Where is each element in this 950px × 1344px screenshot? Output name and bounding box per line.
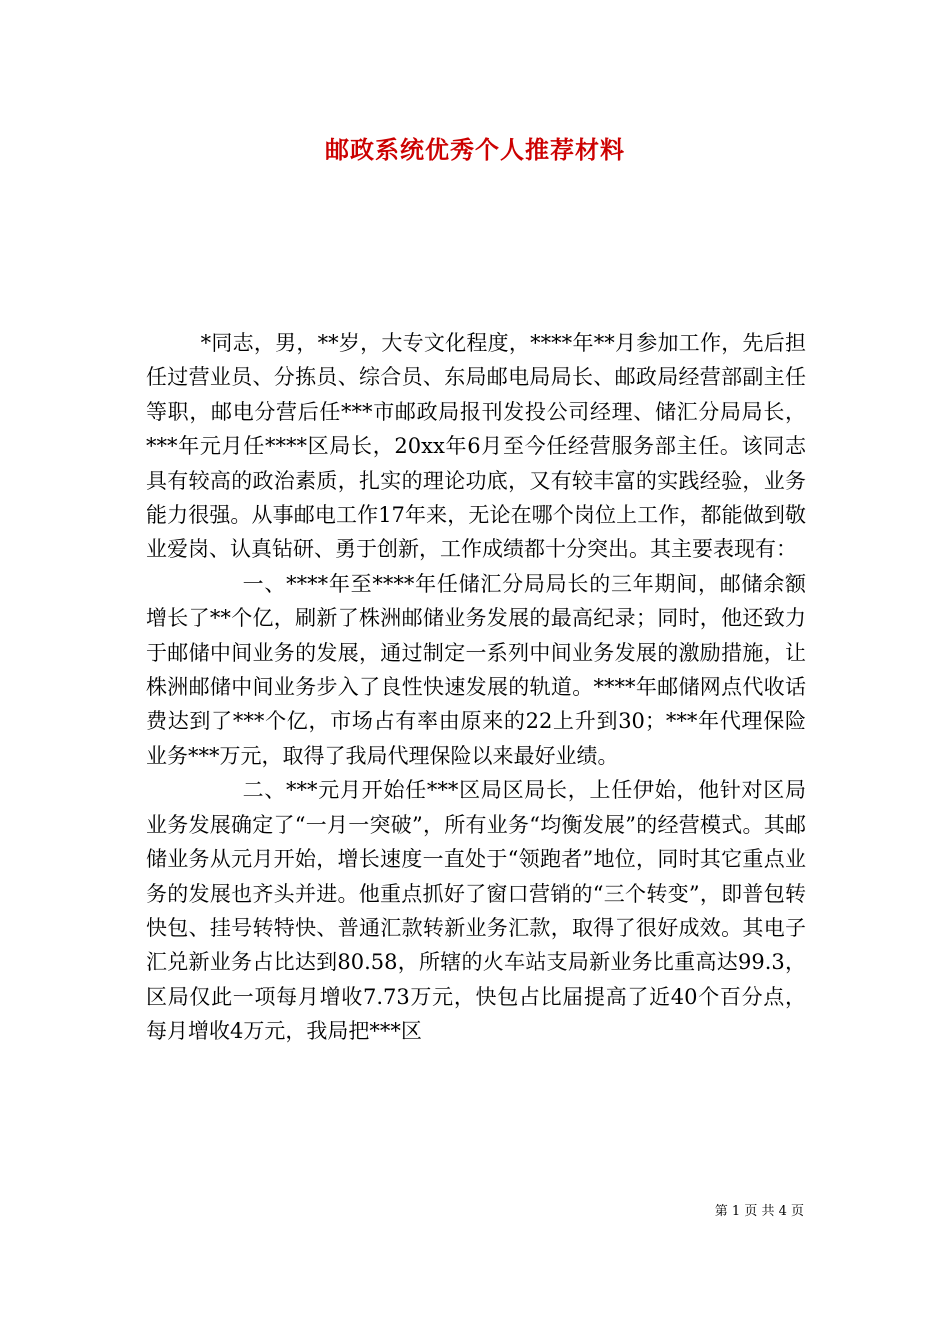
document-body — [146, 326, 806, 1049]
paragraph-point-one: 一、****年至****年任储汇分局局长的三年期间，邮储余额增长了**个亿，刷新了株洲邮储业务发展的最高纪录；同时，他还致力于邮储中间业务的发展，通过制定一系列中间业务发展的激励措施，让株洲邮储中间业务步入了良性快速发展的轨道。****年邮储网点代收话费达到了***个亿，市场占有率由原来的22上升到30；***年代理保险业务***万元，取得了我局代理保险以来最好业绩。 — [146, 571, 806, 768]
page-number: 第 1 页 共 4 页 — [714, 1204, 804, 1219]
document-title: 邮政系统优秀个人推荐材料 — [325, 135, 625, 164]
paragraph-intro: *同志，男，**岁，大专文化程度，****年**月参加工作，先后担任过营业员、分拣员、综合员、东局邮电局局长、邮政局经营部副主任等职，邮电分营后任***市邮政局报刊发投公司经理、储汇分局局长，***年元月任****区局长，20xx年6月至今任经营服务部主任。该同志具有较高的政治素质，扎实的理论功底，又有较丰富的实践经验，业务能力很强。从事邮电工作17年来，无论在哪个岗位上工作，都能做到敬业爱岗、认真钻研、勇于创新，工作成绩都十分突出。其主要表现有： — [146, 331, 806, 562]
paragraph-point-two: 二、***元月开始任***区局区局长，上任伊始，他针对区局业务发展确定了“一月一突破”，所有业务“均衡发展”的经营模式。其邮储业务从元月开始，增长速度一直处于“领跑者”地位，同时其它重点业务的发展也齐头并进。他重点抓好了窗口营销的“三个转变”，即普包转快包、挂号转特快、普通汇款转新业务汇款，取得了很好成效。其电子汇兑新业务占比达到80.58，所辖的火车站支局新业务比重高达99.3，区局仅此一项每月增收7.73万元，快包占比届提高了近40个百分点，每月增收4万元，我局把***区 — [146, 778, 806, 1044]
